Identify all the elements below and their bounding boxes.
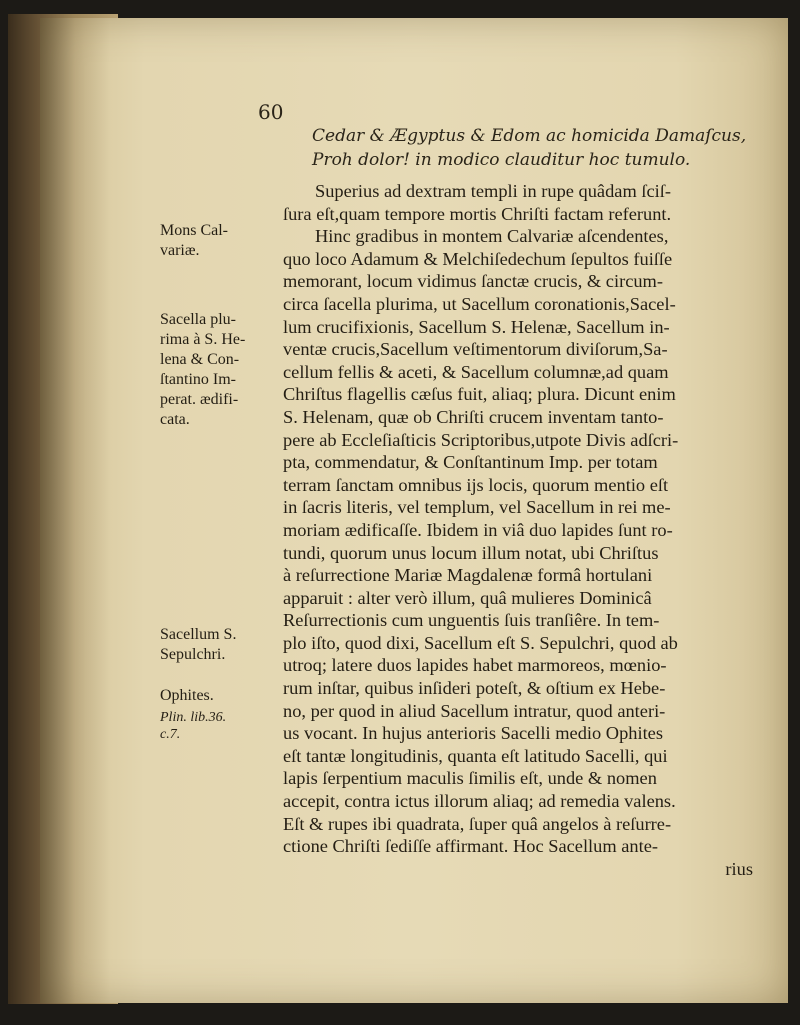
text-line: quo loco Adamum & Melchiſedechum ſepultos fuiſſe [283, 248, 673, 269]
text-line: in ſacris literis, vel templum, vel Sacellum in rei me- [283, 497, 671, 518]
text-line: utroq; latere duos lapides habet marmoreos, mœnio- [283, 655, 667, 676]
text-line: Eſt & rupes ibi quadrata, ſuper quâ angelos à reſurre- [283, 813, 672, 834]
margin-note-sacella: Sacella plu- rima à S. He- lena & Con- ſtantino Im- perat. ædifi- cata. [160, 311, 246, 428]
text-line: accepit, contra ictus illorum aliaq; ad remedia valens. [283, 791, 676, 812]
page-gutter-shadow [40, 18, 110, 1003]
text-line: plo iſto, quod dixi, Sacellum eſt S. Sepulchri, quod ab [283, 632, 678, 653]
page-header [312, 124, 752, 172]
header-line: Cedar & Ægyptus & Edom ac homicida Damaſcus, [312, 126, 747, 146]
text-line: lum crucifixionis, Sacellum S. Helenæ, Sacellum in- [283, 316, 670, 337]
text-line: no, per quod in aliud Sacellum intratur, quod anteri- [283, 700, 666, 721]
margin-note-plin: Plin. lib.36. c.7. [160, 710, 227, 742]
text-line: Reſurrectionis cum unguentis ſuis tranſiêre. In tem- [283, 610, 660, 631]
page-number: 60 [258, 100, 284, 124]
text-line: pta, commendatur, & Conſtantinum Imp. per totam [283, 452, 658, 473]
text-line: Superius ad dextram templi in rupe quâdam ſciſ- [315, 181, 671, 201]
text-line: tundi, quorum unus locum illum notat, ubi Chriſtus [283, 542, 659, 563]
text-line: apparuit : alter verò illum, quâ mulieres Dominicâ [283, 587, 652, 608]
text-line: pere ab Eccleſiaſticis Scriptoribus,utpote Divis adſcri- [283, 429, 679, 450]
catchword: rius [725, 858, 753, 879]
margin-note-sacellum-sepulchri: Sacellum S. Sepulchri. [160, 626, 237, 663]
text-line: terram ſanctam omnibus ijs locis, quorum mentio eſt [283, 474, 669, 495]
text-line: Chriſtus flagellis cæſus fuit, aliaq; plura. Dicunt enim [283, 384, 676, 405]
text-line: Hinc gradibus in montem Calvariæ aſcendentes, [315, 226, 669, 247]
text-line: rum inſtar, quibus inſideri poteſt, & oſtium ex Hebe- [283, 678, 666, 699]
margin-note-mons-calvariae: Mons Cal- variæ. [160, 222, 228, 259]
text-line: moriam ædificaſſe. Ibidem in viâ duo lapides ſunt ro- [283, 519, 673, 540]
text-line: cellum fellis & aceti, & Sacellum columnæ,ad quam [283, 361, 669, 382]
text-line: ctione Chriſti ſediſſe affirmant. Hoc Sacellum ante- [283, 836, 659, 857]
body-text [283, 180, 753, 880]
text-line: ſura eſt,quam tempore mortis Chriſti factam referunt. [283, 203, 672, 224]
text-line: memorant, locum vidimus ſanctæ crucis, & circum- [283, 271, 663, 292]
text-line: à reſurrectione Mariæ Magdalenæ formâ hortulani [283, 565, 653, 586]
header-line: Proh dolor! in modico clauditur hoc tumulo. [312, 150, 691, 170]
text-line: S. Helenam, quæ ob Chriſti crucem inventam tanto- [283, 406, 664, 427]
text-line: eſt tantæ longitudinis, quanta eſt latitudo Sacelli, qui [283, 745, 668, 766]
text-line: us vocant. In hujus anterioris Sacelli medio Ophites [283, 723, 663, 744]
text-line: circa ſacella plurima, ut Sacellum coronationis,Sacel- [283, 293, 676, 314]
text-line: ventæ crucis,Sacellum veſtimentorum diviſorum,Sa- [283, 339, 668, 360]
margin-note-ophites: Ophites. [160, 687, 214, 704]
text-line: lapis ſerpentium maculis ſimilis eſt, unde & nomen [283, 768, 657, 789]
